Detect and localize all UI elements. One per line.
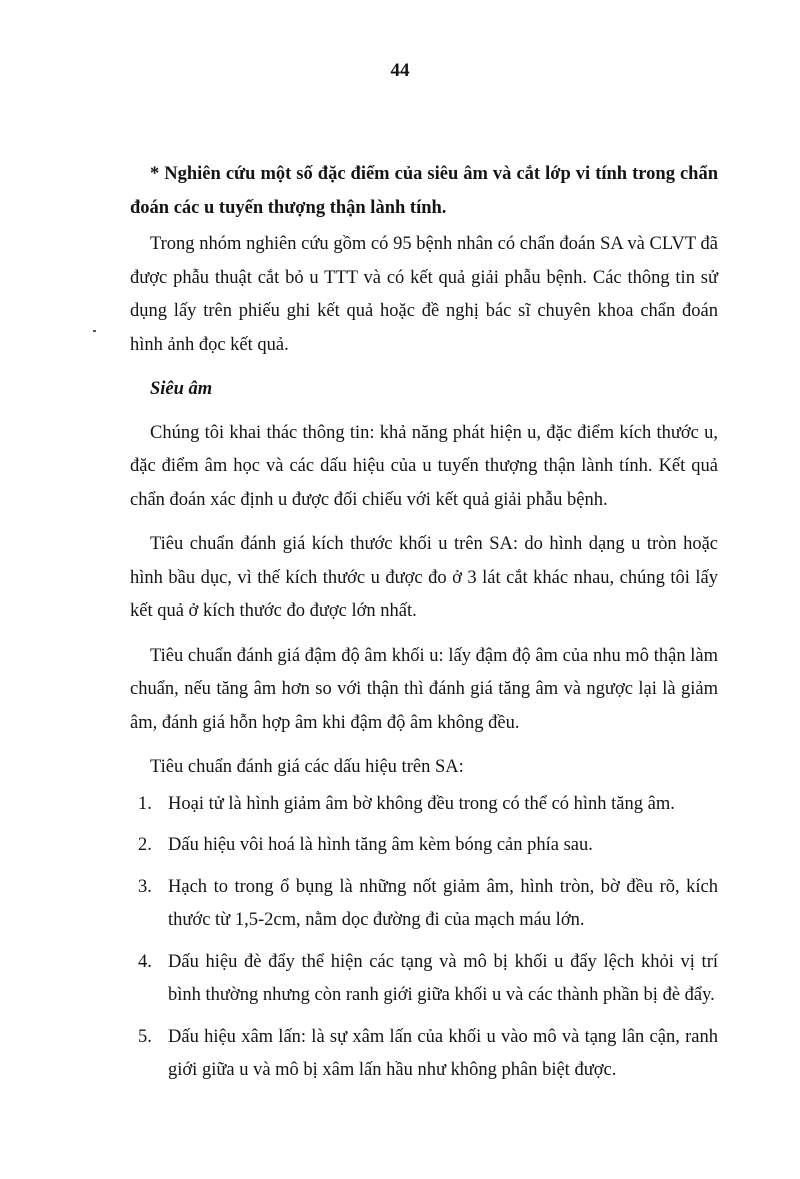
- list-item: [130, 946, 718, 1013]
- list-text: Hạch to trong ổ bụng là những nốt giảm âm, hình tròn, bờ đều rõ, kích thước từ 1,5-2cm, nằm dọc đường đi của mạch máu lớn.: [168, 876, 718, 930]
- list-number: 4.: [138, 951, 152, 972]
- list-text: Hoại tử là hình giảm âm bờ không đều trong có thể có hình tăng âm.: [168, 793, 675, 814]
- list-number: 1.: [138, 793, 152, 814]
- list-number: 5.: [138, 1026, 152, 1047]
- paragraph: Tiêu chuẩn đánh giá đậm độ âm khối u: lấy đậm độ âm của nhu mô thận làm chuẩn, nếu tăng âm hơn so với thận thì đánh giá tăng âm và ngược lại là giảm âm, đánh giá hỗn hợp âm khi đậm độ âm không đều.: [130, 645, 718, 733]
- list-text: Dấu hiệu đè đẩy thể hiện các tạng và mô bị khối u đẩy lệch khỏi vị trí bình thường nhưng còn ranh giới giữa khối u và các thành phần bị đè đẩy.: [168, 951, 718, 1005]
- list-item: [130, 1021, 718, 1088]
- page-content: [130, 158, 718, 1096]
- paragraph: Tiêu chuẩn đánh giá kích thước khối u trên SA: do hình dạng u tròn hoặc hình bầu dục, vì thế kích thước u được đo ở 3 lát cắt khác nhau, chúng tôi lấy kết quả ở kích thước đo được lớn nhất.: [130, 534, 718, 621]
- list-item: [130, 829, 718, 863]
- section-heading: * Nghiên cứu một số đặc điểm của siêu âm và cắt lớp vi tính trong chẩn đoán các u tuyến thượng thận lành tính.: [130, 164, 718, 218]
- list-item: [130, 788, 718, 822]
- list-number: 2.: [138, 835, 152, 855]
- list-number: 3.: [138, 876, 152, 897]
- margin-mark: [93, 330, 96, 332]
- paragraph: Tiêu chuẩn đánh giá các dấu hiệu trên SA:: [150, 757, 464, 777]
- intro-paragraph: Trong nhóm nghiên cứu gồm có 95 bệnh nhân có chẩn đoán SA và CLVT đã được phẫu thuật cắt bỏ u TTT và có kết quả giải phẫu bệnh. Các thông tin sử dụng lấy trên phiếu ghi kết quả hoặc đề nghị bác sĩ chuyên khoa chẩn đoán hình ảnh đọc kết quả.: [130, 234, 718, 355]
- subsection-title: Siêu âm: [150, 379, 213, 399]
- list-text: Dấu hiệu xâm lấn: là sự xâm lấn của khối u vào mô và tạng lân cận, ranh giới giữa u và mô bị xâm lấn hầu như không phân biệt được.: [168, 1026, 718, 1080]
- page-number: 44: [390, 60, 410, 81]
- criteria-list: [130, 788, 718, 1088]
- list-item: [130, 871, 718, 938]
- paragraph: Chúng tôi khai thác thông tin: khả năng phát hiện u, đặc điểm kích thước u, đặc điểm âm học và các dấu hiệu của u tuyến thượng thận lành tính. Kết quả chẩn đoán xác định u được đối chiếu với kết quả giải phẫu bệnh.: [130, 422, 718, 510]
- list-text: Dấu hiệu vôi hoá là hình tăng âm kèm bóng cản phía sau.: [168, 835, 593, 855]
